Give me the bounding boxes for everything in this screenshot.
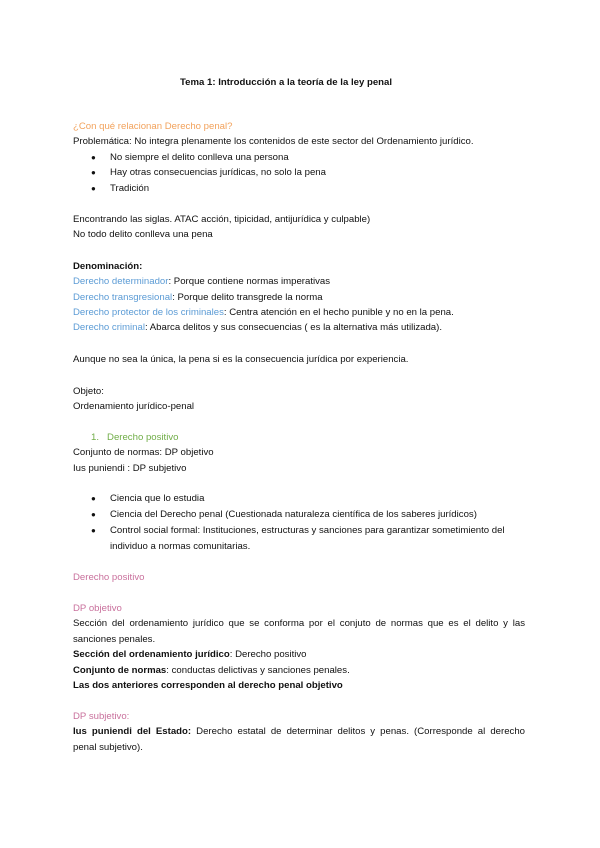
denominacion-term: Derecho criminal	[73, 322, 145, 333]
problematica-text: Problemática: No integra plenamente los contenidos de este sector del Ordenamiento jurídico.	[73, 136, 474, 147]
ius-definition-line: penal subjetivo).	[73, 742, 143, 753]
numbered-heading	[91, 432, 178, 444]
list-item: Ciencia que lo estudia	[110, 493, 205, 504]
ius-value: Derecho estatal de determinar delitos y penas. (Corresponde al derecho	[191, 726, 525, 737]
objeto-label: Objeto:	[73, 386, 104, 397]
conjunto-label: Conjunto de normas	[73, 665, 167, 676]
denominacion-desc: : Porque contiene normas imperativas	[168, 276, 331, 287]
list-item: Hay otras consecuencias jurídicas, no solo la pena	[110, 167, 326, 178]
list-item: Tradición	[110, 183, 150, 194]
denominacion-desc: : Porque delito transgrede la norma	[172, 292, 323, 303]
page-title: Tema 1: Introducción a la teoría de la ley penal	[180, 77, 393, 88]
dp-heading: Derecho positivo	[73, 572, 145, 583]
denominacion-heading: Denominación:	[73, 261, 143, 272]
denominacion-desc: : Centra atención en el hecho punible y no en la pena.	[223, 307, 454, 318]
bullet-icon: ●	[91, 510, 96, 519]
list-item-continuation: individuo a normas comunitarias.	[110, 541, 251, 552]
list-number: 1.	[91, 432, 100, 443]
denominacion-desc: : Abarca delitos y sus consecuencias ( es la alternativa más utilizada).	[144, 322, 443, 333]
list-item: Ciencia del Derecho penal (Cuestionada naturaleza científica de los saberes jurídicos)	[110, 509, 477, 520]
seccion-paragraph-line: sanciones penales.	[73, 634, 156, 645]
list-item: No siempre el delito conlleva una persona	[110, 152, 289, 163]
siglas-text: Encontrando las siglas. ATAC acción, tipicidad, antijurídica y culpable)	[73, 214, 371, 225]
bullet-icon: ●	[91, 184, 96, 193]
aunque-text: Aunque no sea la única, la pena si es la consecuencia jurídica por experiencia.	[73, 354, 409, 365]
ius-text: Ius puniendi : DP subjetivo	[73, 463, 187, 474]
conjunto-definition	[73, 665, 350, 677]
conjunto-text: Conjunto de normas: DP objetivo	[73, 447, 214, 458]
conjunto-value: : conductas delictivas y sanciones penales.	[166, 665, 350, 676]
seccion-paragraph-line: Sección del ordenamiento jurídico que se conforma por el conjuto de normas que es el delito y las	[73, 618, 525, 629]
list-item: Control social formal: Instituciones, estructuras y sanciones para garantizar sometimiento del	[110, 525, 505, 536]
denominacion-item	[73, 292, 323, 304]
ius-label: Ius puniendi del Estado:	[73, 726, 192, 737]
denominacion-item	[73, 276, 330, 288]
dp-objetivo-heading: DP objetivo	[73, 603, 122, 614]
bullet-icon: ●	[91, 526, 96, 535]
ius-definition	[73, 726, 525, 738]
denominacion-term: Derecho protector de los criminales	[73, 307, 224, 318]
denominacion-item	[73, 307, 454, 319]
denominacion-term: Derecho determinador	[73, 276, 169, 287]
las-dos-text: Las dos anteriores corresponden al derecho penal objetivo	[73, 680, 343, 691]
no-todo-text: No todo delito conlleva una pena	[73, 229, 213, 240]
seccion-value: : Derecho positivo	[229, 649, 307, 660]
objeto-value: Ordenamiento jurídico-penal	[73, 401, 195, 412]
denominacion-item	[73, 322, 442, 334]
seccion-label: Sección del ordenamiento jurídico	[73, 649, 230, 660]
seccion-definition	[73, 649, 307, 661]
bullet-icon: ●	[91, 168, 96, 177]
dp-subjetivo-heading: DP subjetivo:	[73, 711, 130, 722]
bullet-icon: ●	[91, 153, 96, 162]
question-heading: ¿Con qué relacionan Derecho penal?	[73, 121, 233, 132]
bullet-icon: ●	[91, 494, 96, 503]
denominacion-term: Derecho transgresional	[73, 292, 173, 303]
numbered-heading-text: Derecho positivo	[107, 432, 179, 443]
